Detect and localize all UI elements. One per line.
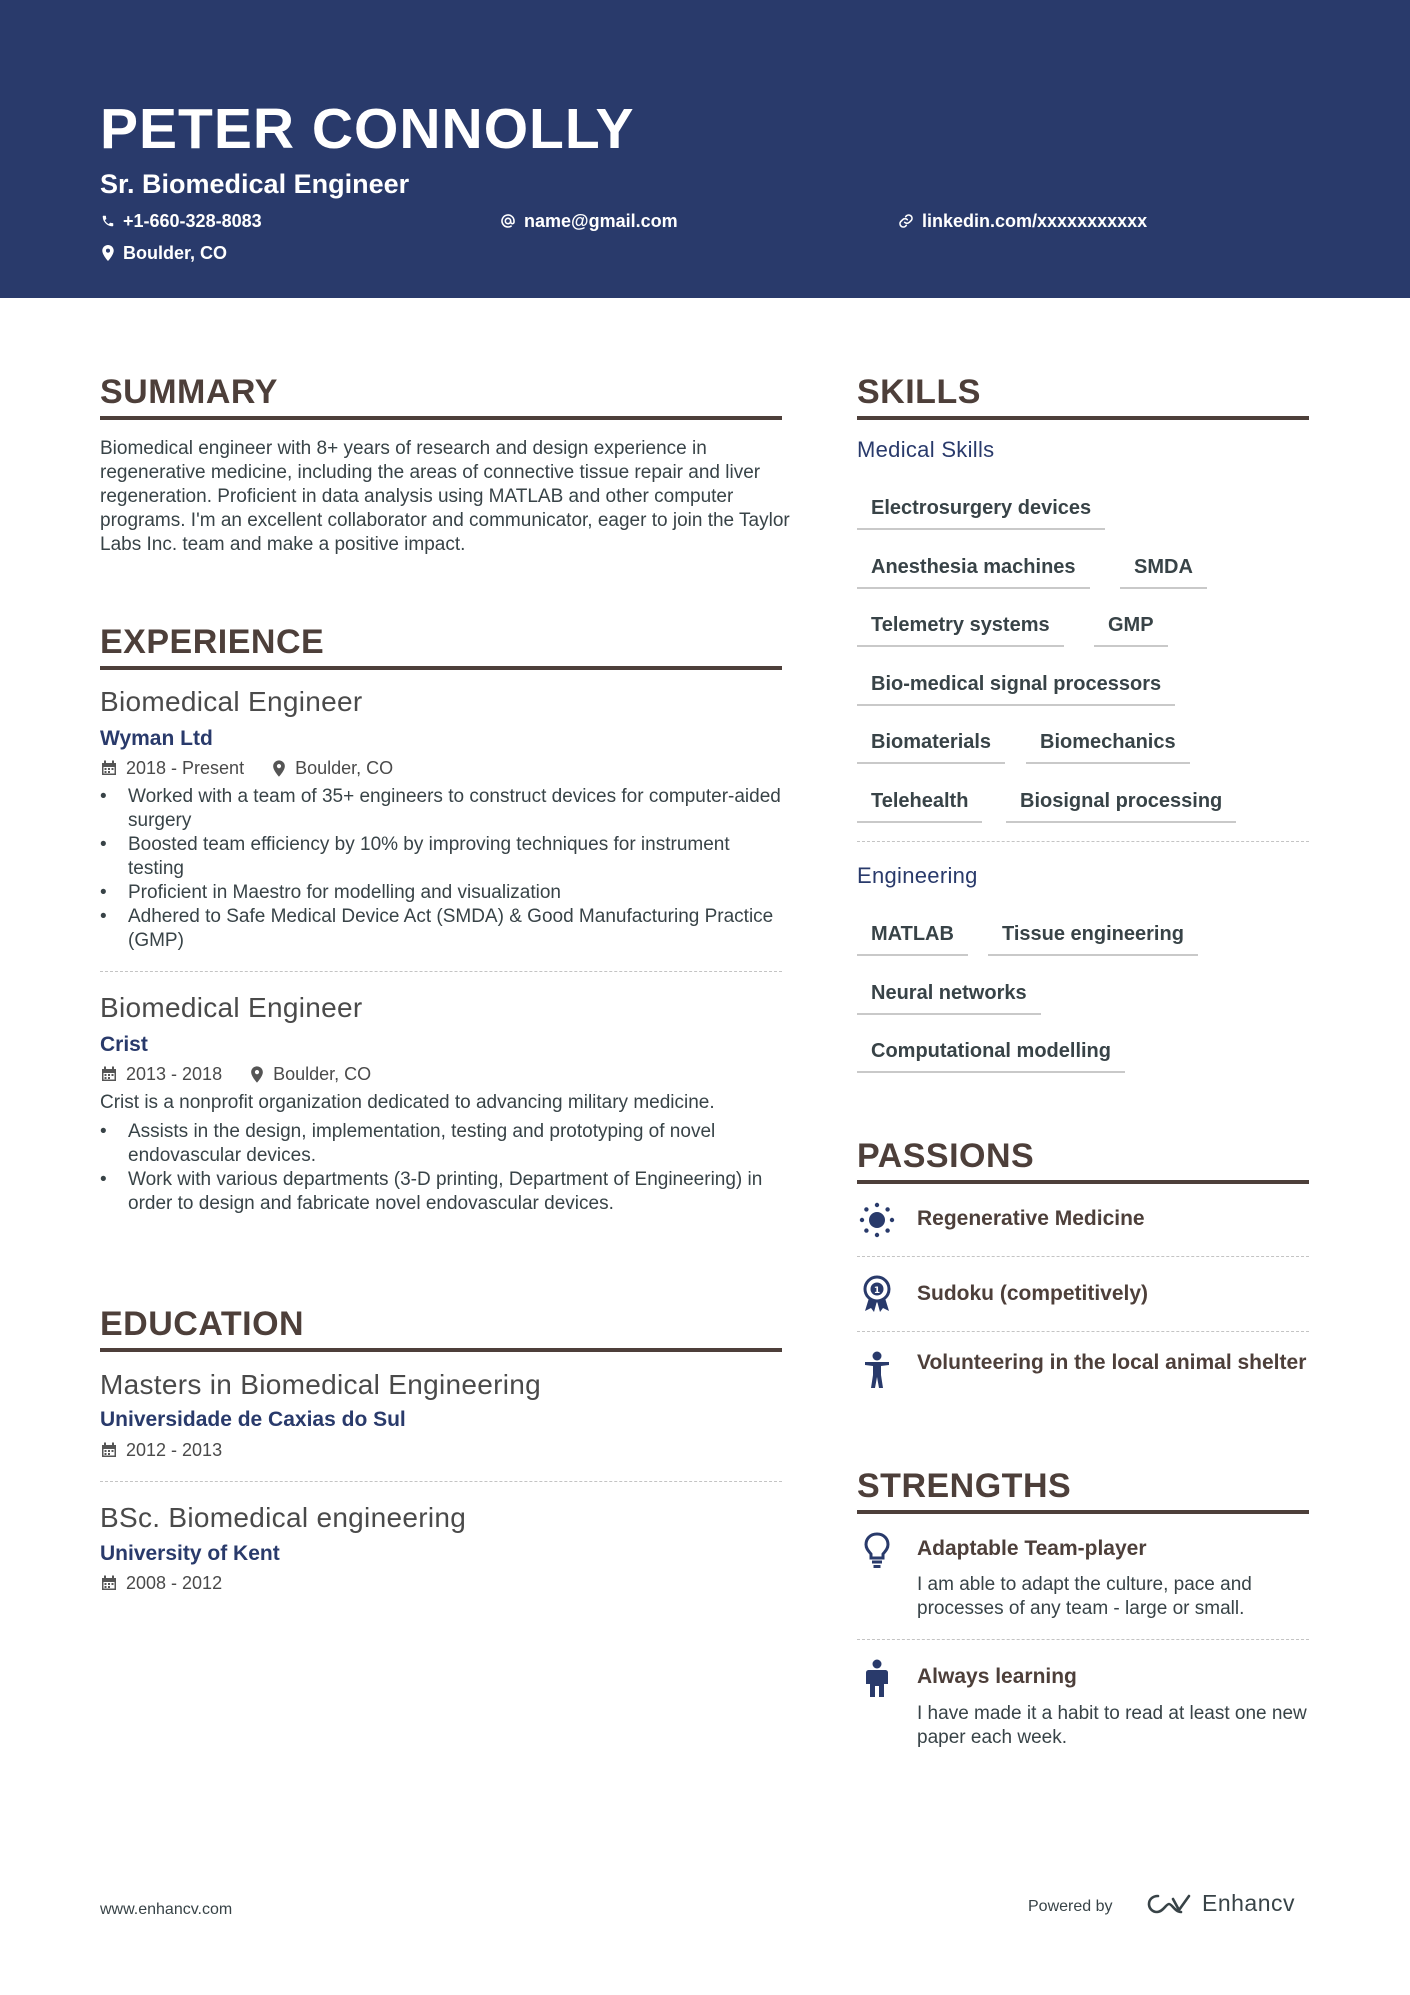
contact-linkedin[interactable] bbox=[898, 209, 1147, 233]
link-icon bbox=[898, 213, 914, 229]
calendar-icon bbox=[101, 760, 117, 776]
strength-title: Always learning bbox=[917, 1665, 1077, 1688]
calendar-icon bbox=[101, 1066, 117, 1082]
lightbulb-icon bbox=[857, 1530, 897, 1570]
skill-tag: Computational modelling bbox=[857, 1037, 1125, 1073]
skill-tag: GMP bbox=[1094, 611, 1168, 647]
skill-tag: Biomaterials bbox=[857, 728, 1005, 764]
edu-meta bbox=[101, 1572, 222, 1594]
job-company: Wyman Ltd bbox=[100, 727, 213, 750]
job-description: Crist is a nonprofit organization dedicated to advancing military medicine. bbox=[100, 1092, 715, 1113]
job-role: Biomedical Engineer bbox=[100, 992, 363, 1023]
divider bbox=[857, 1256, 1309, 1257]
edu-degree: BSc. Biomedical engineering bbox=[100, 1502, 467, 1533]
passions-heading: PASSIONS bbox=[857, 1136, 1309, 1184]
job-bullets bbox=[100, 785, 790, 953]
job-dates: 2013 - 2018 bbox=[126, 1064, 223, 1084]
award-icon bbox=[857, 1274, 897, 1314]
divider bbox=[857, 841, 1309, 842]
phone-text: +1-660-328-8083 bbox=[123, 211, 262, 231]
edu-degree: Masters in Biomedical Engineering bbox=[100, 1369, 542, 1400]
resume-header bbox=[0, 0, 1410, 298]
at-icon bbox=[500, 213, 516, 229]
svg-text:1: 1 bbox=[873, 1286, 881, 1296]
skill-tag: Telehealth bbox=[857, 787, 982, 823]
contact-location bbox=[101, 241, 227, 265]
job-role: Biomedical Engineer bbox=[100, 686, 363, 717]
strength-title: Adaptable Team-player bbox=[917, 1537, 1147, 1560]
skill-tag: Biosignal processing bbox=[1006, 787, 1236, 823]
powered-by-label: Powered by bbox=[1028, 1898, 1113, 1915]
calendar-icon bbox=[101, 1575, 117, 1591]
person-icon bbox=[857, 1350, 897, 1390]
job-bullets bbox=[100, 1120, 790, 1216]
divider bbox=[100, 971, 782, 972]
strength-desc: I have made it a habit to read at least one new paper each week. bbox=[917, 1703, 1307, 1748]
list-item: • Worked with a team of 35+ engineers to construct devices for computer-aided surgery bbox=[100, 785, 790, 833]
contact-phone[interactable] bbox=[101, 209, 262, 233]
job-meta bbox=[101, 1063, 371, 1085]
skill-group-title: Engineering bbox=[857, 863, 978, 888]
sun-icon bbox=[857, 1200, 897, 1240]
job-dates: 2018 - Present bbox=[126, 758, 245, 778]
brand-logo[interactable] bbox=[1146, 1890, 1295, 1917]
job-location: Boulder, CO bbox=[273, 1064, 372, 1084]
skill-tag: Anesthesia machines bbox=[857, 553, 1090, 589]
skill-group-title: Medical Skills bbox=[857, 437, 995, 462]
edu-meta bbox=[101, 1439, 222, 1461]
skill-tag: Bio-medical signal processors bbox=[857, 670, 1175, 706]
edu-school: University of Kent bbox=[100, 1542, 280, 1565]
skill-tag: Neural networks bbox=[857, 979, 1041, 1015]
location-pin-icon bbox=[250, 1066, 264, 1083]
email-text: name@gmail.com bbox=[524, 211, 678, 231]
edu-dates: 2008 - 2012 bbox=[126, 1573, 223, 1593]
edu-dates: 2012 - 2013 bbox=[126, 1440, 223, 1460]
strength-desc: I am able to adapt the culture, pace and processes of any team - large or small. bbox=[917, 1574, 1252, 1619]
skills-heading: SKILLS bbox=[857, 372, 1309, 420]
list-item: • Proficient in Maestro for modelling and visualization bbox=[100, 881, 790, 905]
contact-email[interactable] bbox=[500, 209, 678, 233]
brand-name: Enhancv bbox=[1202, 1890, 1296, 1916]
footer-url[interactable]: www.enhancv.com bbox=[100, 1901, 233, 1918]
candidate-title: Sr. Biomedical Engineer bbox=[100, 169, 410, 199]
list-item: • Assists in the design, implementation, testing and prototyping of novel endovascular devices. bbox=[100, 1120, 790, 1168]
job-company: Crist bbox=[100, 1033, 148, 1056]
education-heading: EDUCATION bbox=[100, 1304, 782, 1352]
passion-title: Regenerative Medicine bbox=[917, 1207, 1145, 1230]
divider bbox=[100, 1481, 782, 1482]
skill-tag: MATLAB bbox=[857, 920, 968, 956]
skill-tag: Biomechanics bbox=[1026, 728, 1190, 764]
edu-school: Universidade de Caxias do Sul bbox=[100, 1408, 406, 1431]
location-text: Boulder, CO bbox=[123, 243, 228, 263]
list-item: • Work with various departments (3-D printing, Department of Engineering) in order to design and fabricate novel endovascular devices. bbox=[100, 1168, 790, 1216]
divider bbox=[857, 1639, 1309, 1640]
passion-title: Sudoku (competitively) bbox=[917, 1282, 1149, 1305]
job-location: Boulder, CO bbox=[295, 758, 394, 778]
skill-tag: Tissue engineering bbox=[988, 920, 1198, 956]
experience-heading: EXPERIENCE bbox=[100, 622, 782, 670]
candidate-name: PETER CONNOLLY bbox=[100, 97, 635, 161]
divider bbox=[857, 1331, 1309, 1332]
job-meta bbox=[101, 757, 393, 779]
person-icon bbox=[857, 1659, 897, 1699]
strengths-heading: STRENGTHS bbox=[857, 1466, 1309, 1514]
passion-title: Volunteering in the local animal shelter bbox=[917, 1351, 1307, 1374]
phone-icon bbox=[101, 214, 115, 228]
summary-heading: SUMMARY bbox=[100, 372, 782, 420]
calendar-icon bbox=[101, 1442, 117, 1458]
list-item: • Adhered to Safe Medical Device Act (SMDA) & Good Manufacturing Practice (GMP) bbox=[100, 905, 790, 953]
skill-tag: Telemetry systems bbox=[857, 611, 1064, 647]
skill-tag: Electrosurgery devices bbox=[857, 494, 1105, 530]
location-pin-icon bbox=[272, 760, 286, 777]
location-pin-icon bbox=[101, 245, 115, 261]
list-item: • Boosted team efficiency by 10% by improving techniques for instrument testing bbox=[100, 833, 790, 881]
skill-tag: SMDA bbox=[1120, 553, 1207, 589]
enhancv-logo-icon bbox=[1146, 1892, 1192, 1916]
summary-text: Biomedical engineer with 8+ years of research and design experience in regenerative medicine, including the areas of connective tissue repair and liver regeneration. Proficient in data analysis using MATLAB and other computer programs. I'm an excellent collaborator and communicator, eager to join the Taylor Labs Inc. team and make a positive impact. bbox=[100, 438, 790, 555]
linkedin-text: linkedin.com/xxxxxxxxxxx bbox=[922, 211, 1148, 231]
